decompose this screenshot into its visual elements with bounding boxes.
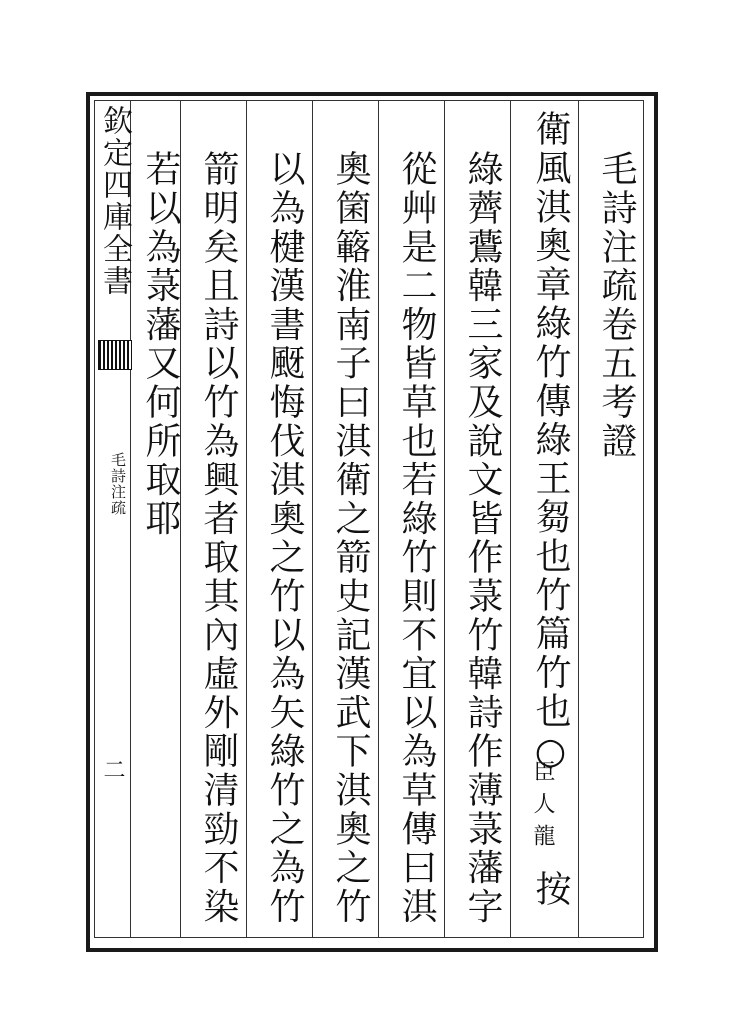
column-rule [246, 100, 247, 938]
book-title: 欽定四庫全書 [97, 105, 132, 297]
text-column: 以為楗漢書颬悔伐淇奧之竹以為矢綠竹之為竹 [264, 150, 305, 926]
column-rule [444, 100, 445, 938]
text-column: 奧箘簵淮南子曰淇衛之箭史記漢武下淇奧之竹 [330, 150, 371, 926]
text-column: 綠薺鷰韓三家及說文皆作菉竹韓詩作薄菉藩字 [462, 150, 503, 926]
text-column-tail: 按 [530, 870, 571, 909]
fishtail-mark [98, 340, 132, 370]
text-column: 箭明矣且詩以竹為興者取其內虛外剛清勁不染 [198, 150, 239, 926]
column-rule [510, 100, 511, 938]
column-rule [312, 100, 313, 938]
text-column: 若以為菉藩又何所取耶 [140, 150, 181, 538]
column-rule [378, 100, 379, 938]
text-column: 從艸是二物皆草也若綠竹則不宜以為草傳曰淇 [396, 150, 437, 926]
section-title: 毛詩注疏卷五考證 [596, 150, 637, 461]
text-column: 衛風淇奧章綠竹傳綠王芻也竹篇竹也○ [530, 110, 571, 775]
column-rule [578, 100, 579, 938]
chapter-label: 毛詩注疏 [109, 452, 127, 516]
official-note: 臣人龍 [530, 760, 555, 856]
page-number: 二 [100, 758, 125, 780]
